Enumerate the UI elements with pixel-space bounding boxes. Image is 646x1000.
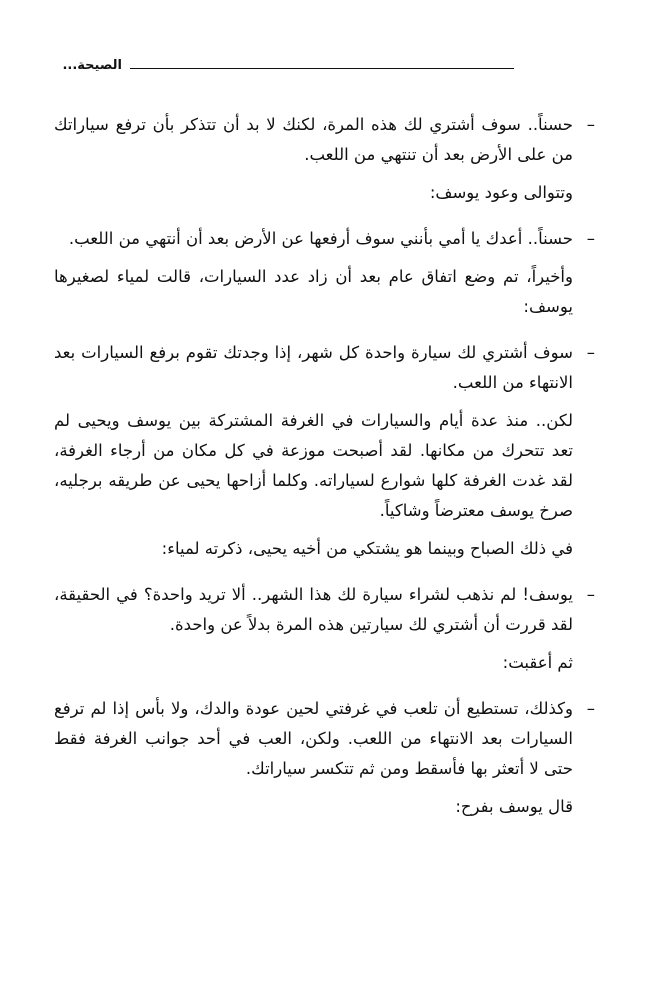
narration-paragraph: في ذلك الصباح وبينما هو يشتكي من أخيه يحيى، ذكرته لمياء:: [161, 539, 573, 558]
dialogue-dash: –: [586, 343, 595, 362]
page-body: [54, 110, 595, 830]
dialogue-paragraph: [54, 110, 595, 170]
paragraph-text: وكذلك، تستطيع أن تلعب في غرفتي لحين عودة والدك، ولا بأس إذا لم ترفع السيارات بعد الانتهاء من اللعب. ولكن، العب في أحد جوانب الغرفة فقط حتى لا أتعثر بها فأسقط ومن ثم تتكسر سياراتك.: [54, 699, 573, 778]
paragraph-text: حسناً.. سوف أشتري لك هذه المرة، لكنك لا بد أن تتذكر بأن ترفع سياراتك من على الأرض بعد أن تنتهي من اللعب.: [54, 115, 573, 164]
narration-paragraph: وأخيراً، تم وضع اتفاق عام بعد أن زاد عدد السيارات، قالت لمياء لصغيرها يوسف:: [54, 267, 573, 316]
narration-paragraph: وتتوالى وعود يوسف:: [429, 183, 573, 202]
paragraph-text: سوف أشتري لك سيارة واحدة كل شهر، إذا وجدتك تقوم برفع السيارات بعد الانتهاء من اللعب.: [54, 343, 573, 392]
dialogue-dash: –: [586, 699, 595, 718]
narration-paragraph: قال يوسف بفرح:: [455, 797, 573, 816]
narration-paragraph: ثم أعقبت:: [502, 653, 573, 672]
dialogue-paragraph: [54, 224, 595, 254]
header-rule: [130, 68, 514, 69]
header-title: الصيحة...: [62, 58, 122, 73]
running-header: [62, 56, 514, 80]
dialogue-paragraph: [54, 580, 595, 640]
dialogue-dash: –: [586, 115, 595, 134]
dialogue-dash: –: [586, 585, 595, 604]
dialogue-dash: –: [586, 229, 595, 248]
paragraph-text: حسناً.. أعدك يا أمي بأنني سوف أرفعها عن الأرض بعد أن أنتهي من اللعب.: [68, 229, 573, 248]
dialogue-paragraph: [54, 338, 595, 398]
dialogue-paragraph: [54, 694, 595, 784]
narration-paragraph: لكن.. منذ عدة أيام والسيارات في الغرفة المشتركة بين يوسف ويحيى لم تعد تتحرك من مكانها. لقد أصبحت موزعة في كل مكان من أرجاء الغرفة، لقد غدت الغرفة كلها شوارع لسياراته. وكلما أزاحها يحيى عن طريقه برجليه، صرخ يوسف معترضاً وشاكياً.: [54, 411, 573, 520]
paragraph-text: يوسف! لم نذهب لشراء سيارة لك هذا الشهر.. ألا تريد واحدة؟ في الحقيقة، لقد قررت أن أشتري لك سيارتين هذه المرة بدلاً عن واحدة.: [54, 585, 573, 634]
